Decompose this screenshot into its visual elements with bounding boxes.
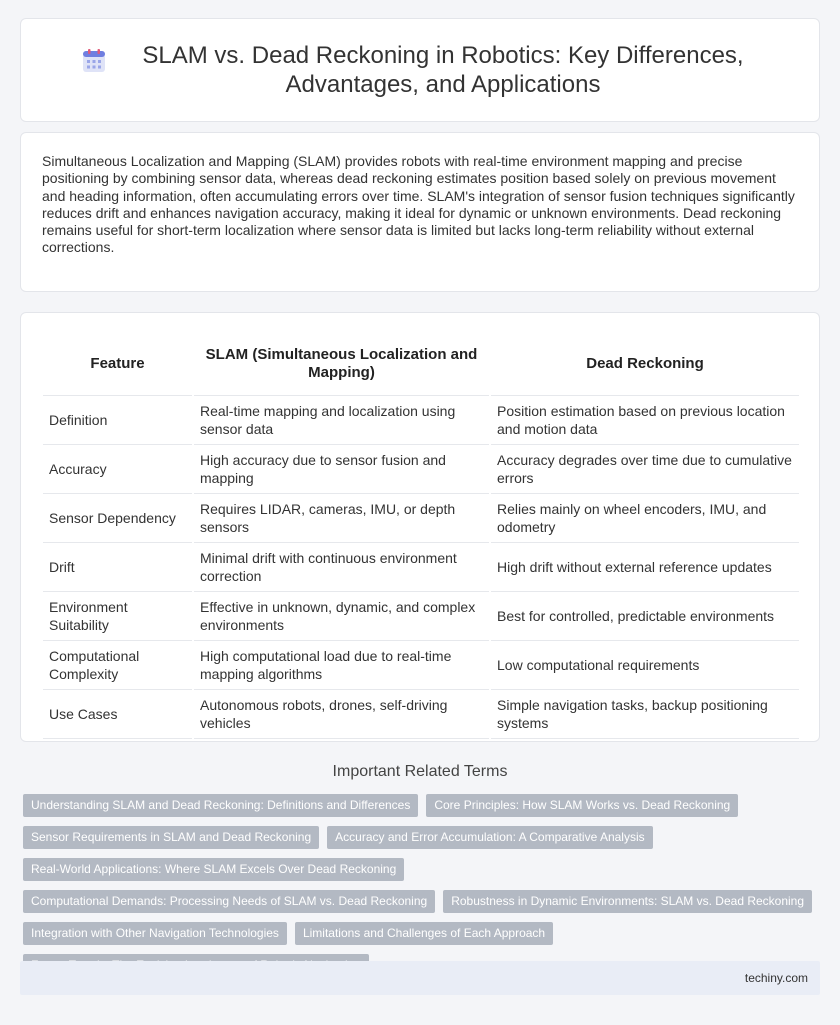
- comparison-card: [20, 312, 820, 742]
- related-terms-list: [23, 794, 823, 977]
- related-term-tag[interactable]: Robustness in Dynamic Environments: SLAM vs. Dead Reckoning: [443, 890, 812, 913]
- cell-feature: Environment Suitability: [43, 591, 193, 640]
- title-wrap: [80, 41, 760, 99]
- cell-dead-reckoning: Low computational requirements: [490, 640, 799, 689]
- cell-dead-reckoning: Best for controlled, predictable environments: [490, 591, 799, 640]
- cell-slam: Requires LIDAR, cameras, IMU, or depth sensors: [193, 493, 490, 542]
- header-feature: Feature: [43, 333, 193, 395]
- related-term-tag[interactable]: Real-World Applications: Where SLAM Excels Over Dead Reckoning: [23, 858, 404, 881]
- comparison-table: [43, 333, 799, 739]
- table-row: [43, 395, 799, 444]
- related-term-tag[interactable]: Understanding SLAM and Dead Reckoning: Definitions and Differences: [23, 794, 418, 817]
- cell-slam: Effective in unknown, dynamic, and complex environments: [193, 591, 490, 640]
- header-slam: SLAM (Simultaneous Localization and Mapping): [193, 333, 490, 395]
- page-title: SLAM vs. Dead Reckoning in Robotics: Key Differences, Advantages, and Applications: [142, 42, 744, 98]
- related-term-tag[interactable]: Accuracy and Error Accumulation: A Comparative Analysis: [327, 826, 652, 849]
- related-term-tag[interactable]: Integration with Other Navigation Technologies: [23, 922, 287, 945]
- cell-slam: High accuracy due to sensor fusion and mapping: [193, 444, 490, 493]
- footer-site[interactable]: techiny.com: [744, 971, 808, 985]
- cell-feature: Definition: [43, 395, 193, 444]
- cell-slam: High computational load due to real-time mapping algorithms: [193, 640, 490, 689]
- related-term-tag[interactable]: Computational Demands: Processing Needs of SLAM vs. Dead Reckoning: [23, 890, 435, 913]
- table-row: [43, 444, 799, 493]
- cell-feature: Accuracy: [43, 444, 193, 493]
- table-row: [43, 542, 799, 591]
- cell-feature: Use Cases: [43, 689, 193, 738]
- header-dead-reckoning: Dead Reckoning: [490, 333, 799, 395]
- related-term-tag[interactable]: Core Principles: How SLAM Works vs. Dead Reckoning: [426, 794, 738, 817]
- cell-dead-reckoning: Relies mainly on wheel encoders, IMU, and odometry: [490, 493, 799, 542]
- cell-slam: Autonomous robots, drones, self-driving vehicles: [193, 689, 490, 738]
- table-row: [43, 689, 799, 738]
- cell-slam: Minimal drift with continuous environment correction: [193, 542, 490, 591]
- cell-dead-reckoning: Simple navigation tasks, backup positioning systems: [490, 689, 799, 738]
- intro-card: [20, 132, 820, 292]
- cell-slam: Real-time mapping and localization using sensor data: [193, 395, 490, 444]
- intro-paragraph: Simultaneous Localization and Mapping (SLAM) provides robots with real-time environment mapping and precise positioning by combining sensor data, whereas dead reckoning estimates position based solely on previous movement and heading information, often accumulating errors over time. SLAM's integration of sensor fusion techniques significantly reduces drift and enhances navigation accuracy, making it ideal for dynamic or unknown environments. Dead reckoning remains useful for short-term localization where sensor data is limited but lacks long-term reliability without external corrections.: [42, 153, 795, 256]
- header-card: [20, 18, 820, 122]
- table-header-row: [43, 333, 799, 395]
- cell-dead-reckoning: High drift without external reference updates: [490, 542, 799, 591]
- related-term-tag[interactable]: Limitations and Challenges of Each Approach: [295, 922, 553, 945]
- table-body: [43, 395, 799, 738]
- table-row: [43, 591, 799, 640]
- cell-feature: Drift: [43, 542, 193, 591]
- related-term-tag[interactable]: Sensor Requirements in SLAM and Dead Reckoning: [23, 826, 319, 849]
- footer: [20, 961, 820, 995]
- cell-dead-reckoning: Accuracy degrades over time due to cumulative errors: [490, 444, 799, 493]
- cell-dead-reckoning: Position estimation based on previous location and motion data: [490, 395, 799, 444]
- cell-feature: Computational Complexity: [43, 640, 193, 689]
- table-row: [43, 640, 799, 689]
- related-terms-title: Important Related Terms: [332, 763, 508, 780]
- cell-feature: Sensor Dependency: [43, 493, 193, 542]
- table-row: [43, 493, 799, 542]
- calendar-icon: [80, 47, 108, 75]
